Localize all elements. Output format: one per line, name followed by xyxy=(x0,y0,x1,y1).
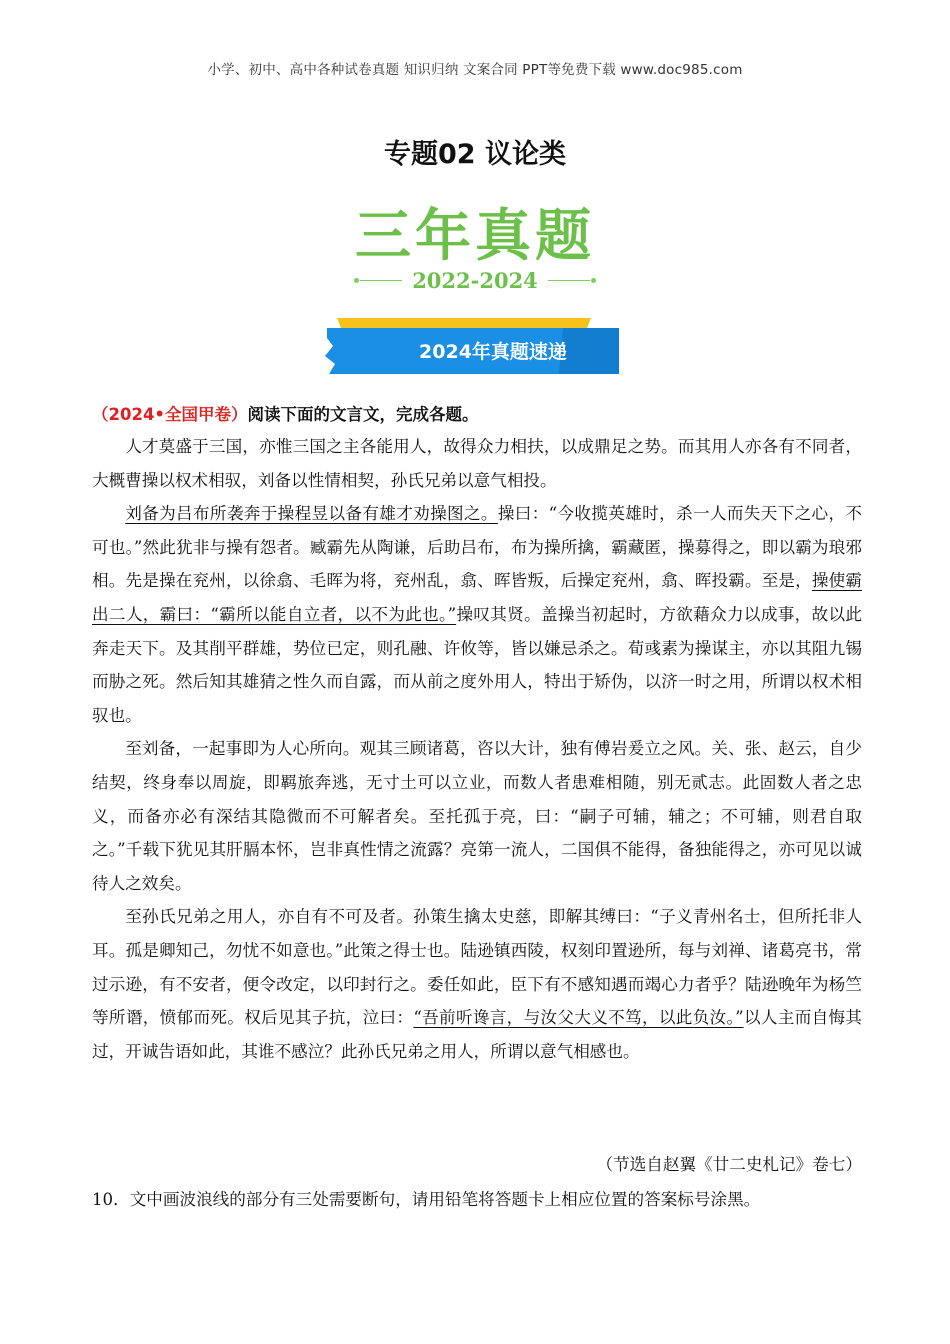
passage-paragraph-3: 至刘备，一起事即为人心所向。观其三顾诸葛，咨以大计，独有傅岩爰立之风。关、张、赵云，自少结契，终身奉以周旋，即羁旅奔逃，无寸土可以立业，而数人者患难相随，别无贰志。此固数人者之忠义，而备亦必有深结其隐微而不可解者矣。至托孤于亮，曰：“嗣子可辅，辅之；不可辅，则君自取之。”千载下犹见其肝膈本怀，岂非真性情之流露？亮第一流人，二国俱不能得，备独能得之，亦可见以诚待人之效矣。 xyxy=(92,739,862,893)
ribbon-banner xyxy=(323,316,623,378)
years-label: 2022-2024 xyxy=(412,267,538,293)
question-10: 10．文中画波浪线的部分有三处需要断句，请用铅笔将答题卡上相应位置的答案标号涂黑。 xyxy=(92,1190,761,1209)
question-source: （2024•全国甲卷） xyxy=(92,405,248,424)
passage-citation: （节选自赵翼《廿二史札记》卷七） xyxy=(596,1155,862,1174)
classical-passage xyxy=(92,430,862,1068)
underlined-sentence: 操使霸出二人，霸曰：“霸所以能自立者，以不为此也。” xyxy=(92,571,863,624)
passage-paragraph-4: 至孙氏兄弟之用人，亦自有不可及者。孙策生擒太史慈，即解其缚曰：“子义青州名士，但所托非人耳。孤是卿知己，勿忧不如意也。”此策之得士也。陆逊镇西陵，权刻印置逊所，每与刘禅、诸葛亮书，常过示逊，有不安者，便令改定，以印封行之。委任如此，臣下有不感知遇而竭心力者乎？陆逊晚年为杨竺等所谮，愤郁而死。权后见其子抗，泣曰：“吾前听谗言，与汝父大义不笃，以此负汝。”以人主而自悔其过，开诚告语如此，其谁不感泣？此孙氏兄弟之用人，所谓以意气相感也。 xyxy=(92,907,863,1061)
passage-paragraph-2: 刘备为吕布所袭奔于操程昱以备有雄才劝操图之。操曰：“今收揽英雄时，杀一人而失天下之心，不可也。”然此犹非与操有怨者。臧霸先从陶谦，后助吕布，布为操所擒，霸藏匿，操募得之，即以霸为琅邪相。先是操在兖州，以徐翕、毛晖为将，兖州乱，翕、晖皆叛，后操定兖州，翕、晖投霸。至是，操使霸出二人，霸曰：“霸所以能自立者，以不为此也。”操叹其贤。盖操当初起时，方欲藉众力以成事，故以此奔走天下。及其削平群雄，势位已定，则孔融、许攸等，皆以嫌忌杀之。荀彧素为操谋主，亦以其阻九锡而胁之死。然后知其雄猜之性久而自露，而从前之度外用人，特出于矫伪，以济一时之用，所谓以权术相驭也。 xyxy=(92,504,863,725)
section-heading: 三年真题 xyxy=(355,204,595,269)
page-title: 专题02 议论类 xyxy=(384,139,566,170)
divider-line-left xyxy=(360,280,402,281)
question-instruction: 阅读下面的文言文，完成各题。 xyxy=(247,405,479,424)
question-intro xyxy=(92,401,872,425)
divider-line-right xyxy=(548,280,590,281)
ribbon-label: 2024年真题速递 xyxy=(419,341,567,363)
site-banner: 小学、初中、高中各种试卷真题 知识归纳 文案合同 PPT等免费下载 www.doc985.com xyxy=(207,62,743,78)
wavy-underline-segment: 刘备为吕布所袭奔于操程昱以备有雄才劝操图之。 xyxy=(125,504,498,524)
passage-paragraph-1: 人才莫盛于三国，亦惟三国之主各能用人，故得众力相扶，以成鼎足之势。而其用人亦各有不同者，大概曹操以权术相驭，刘备以性情相契，孙氏兄弟以意气相投。 xyxy=(92,437,862,490)
years-divider xyxy=(0,264,950,296)
underlined-sentence: “吾前听谗言，与汝父大义不笃，以此负汝。” xyxy=(413,1008,744,1028)
